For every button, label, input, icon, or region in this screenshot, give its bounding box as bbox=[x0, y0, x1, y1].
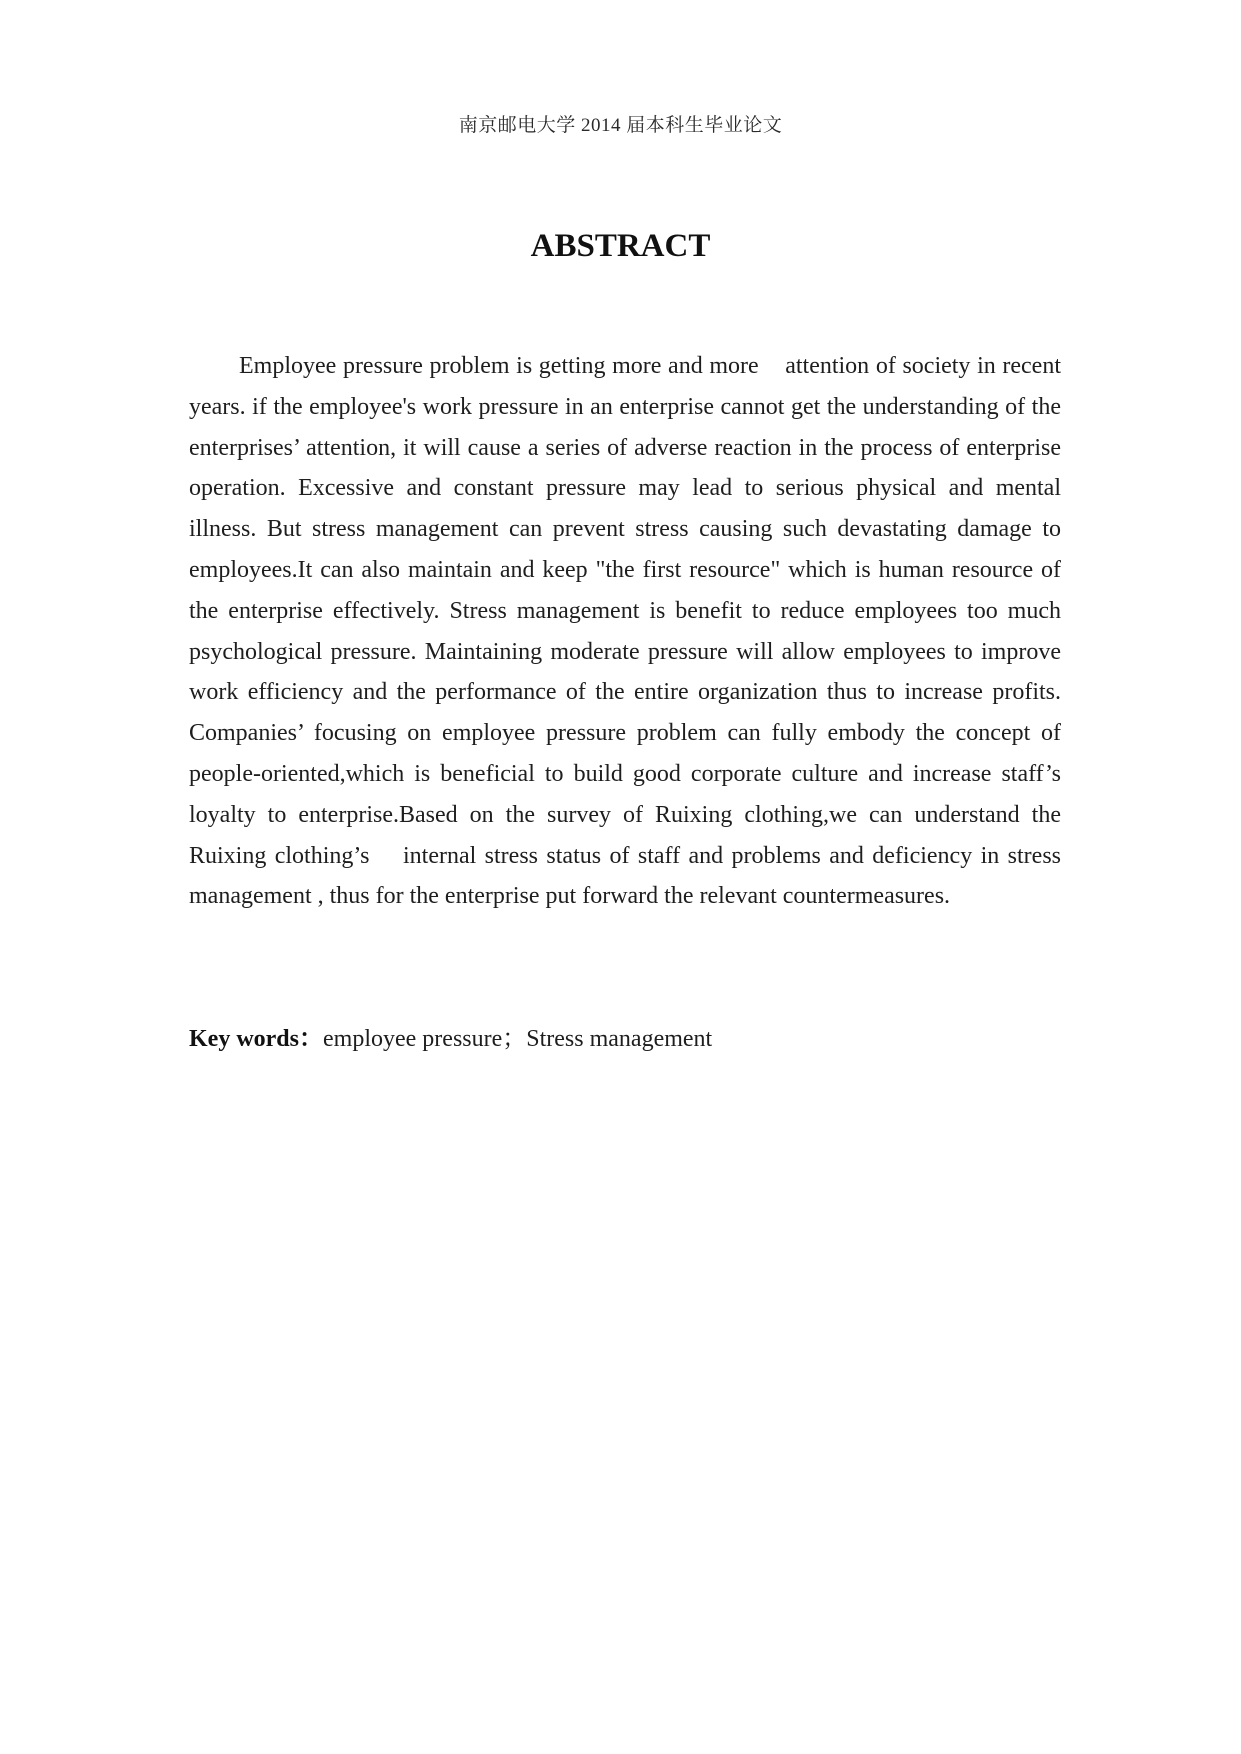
page-header: 南京邮电大学 2014 届本科生毕业论文 bbox=[458, 115, 783, 136]
keywords-label: Key words： bbox=[189, 1026, 323, 1052]
keywords-line bbox=[189, 1018, 1061, 1053]
abstract-body: Employee pressure problem is getting more and more attention of society in recent years. if the employee's work pressure in an enterprise cannot get the understanding of the enterprises’ attention, it will cause a series of adverse reaction in the process of enterprise operation. Excessive and constant pressure may lead to serious physical and mental illness. But stress management can prevent stress causing such devastating damage to employees.It can also maintain and keep "the first resource" which is human resource of the enterprise effectively. Stress management is benefit to reduce employees too much psychological pressure. Maintaining moderate pressure will allow employees to improve work efficiency and the performance of the entire organization thus to increase profits. Companies’ focusing on employee pressure problem can fully embody the concept of people-oriented,which is beneficial to build good corporate culture and increase staff’s loyalty to enterprise.Based on the survey of Ruixing clothing,we can understand the Ruixing clothing’s internal stress status of staff and problems and deficiency in stress management , thus for the enterprise put forward the relevant countermeasures. bbox=[189, 353, 1067, 910]
keywords-value: employee pressure；Stress management bbox=[323, 1026, 713, 1052]
abstract-title: ABSTRACT bbox=[530, 228, 711, 264]
